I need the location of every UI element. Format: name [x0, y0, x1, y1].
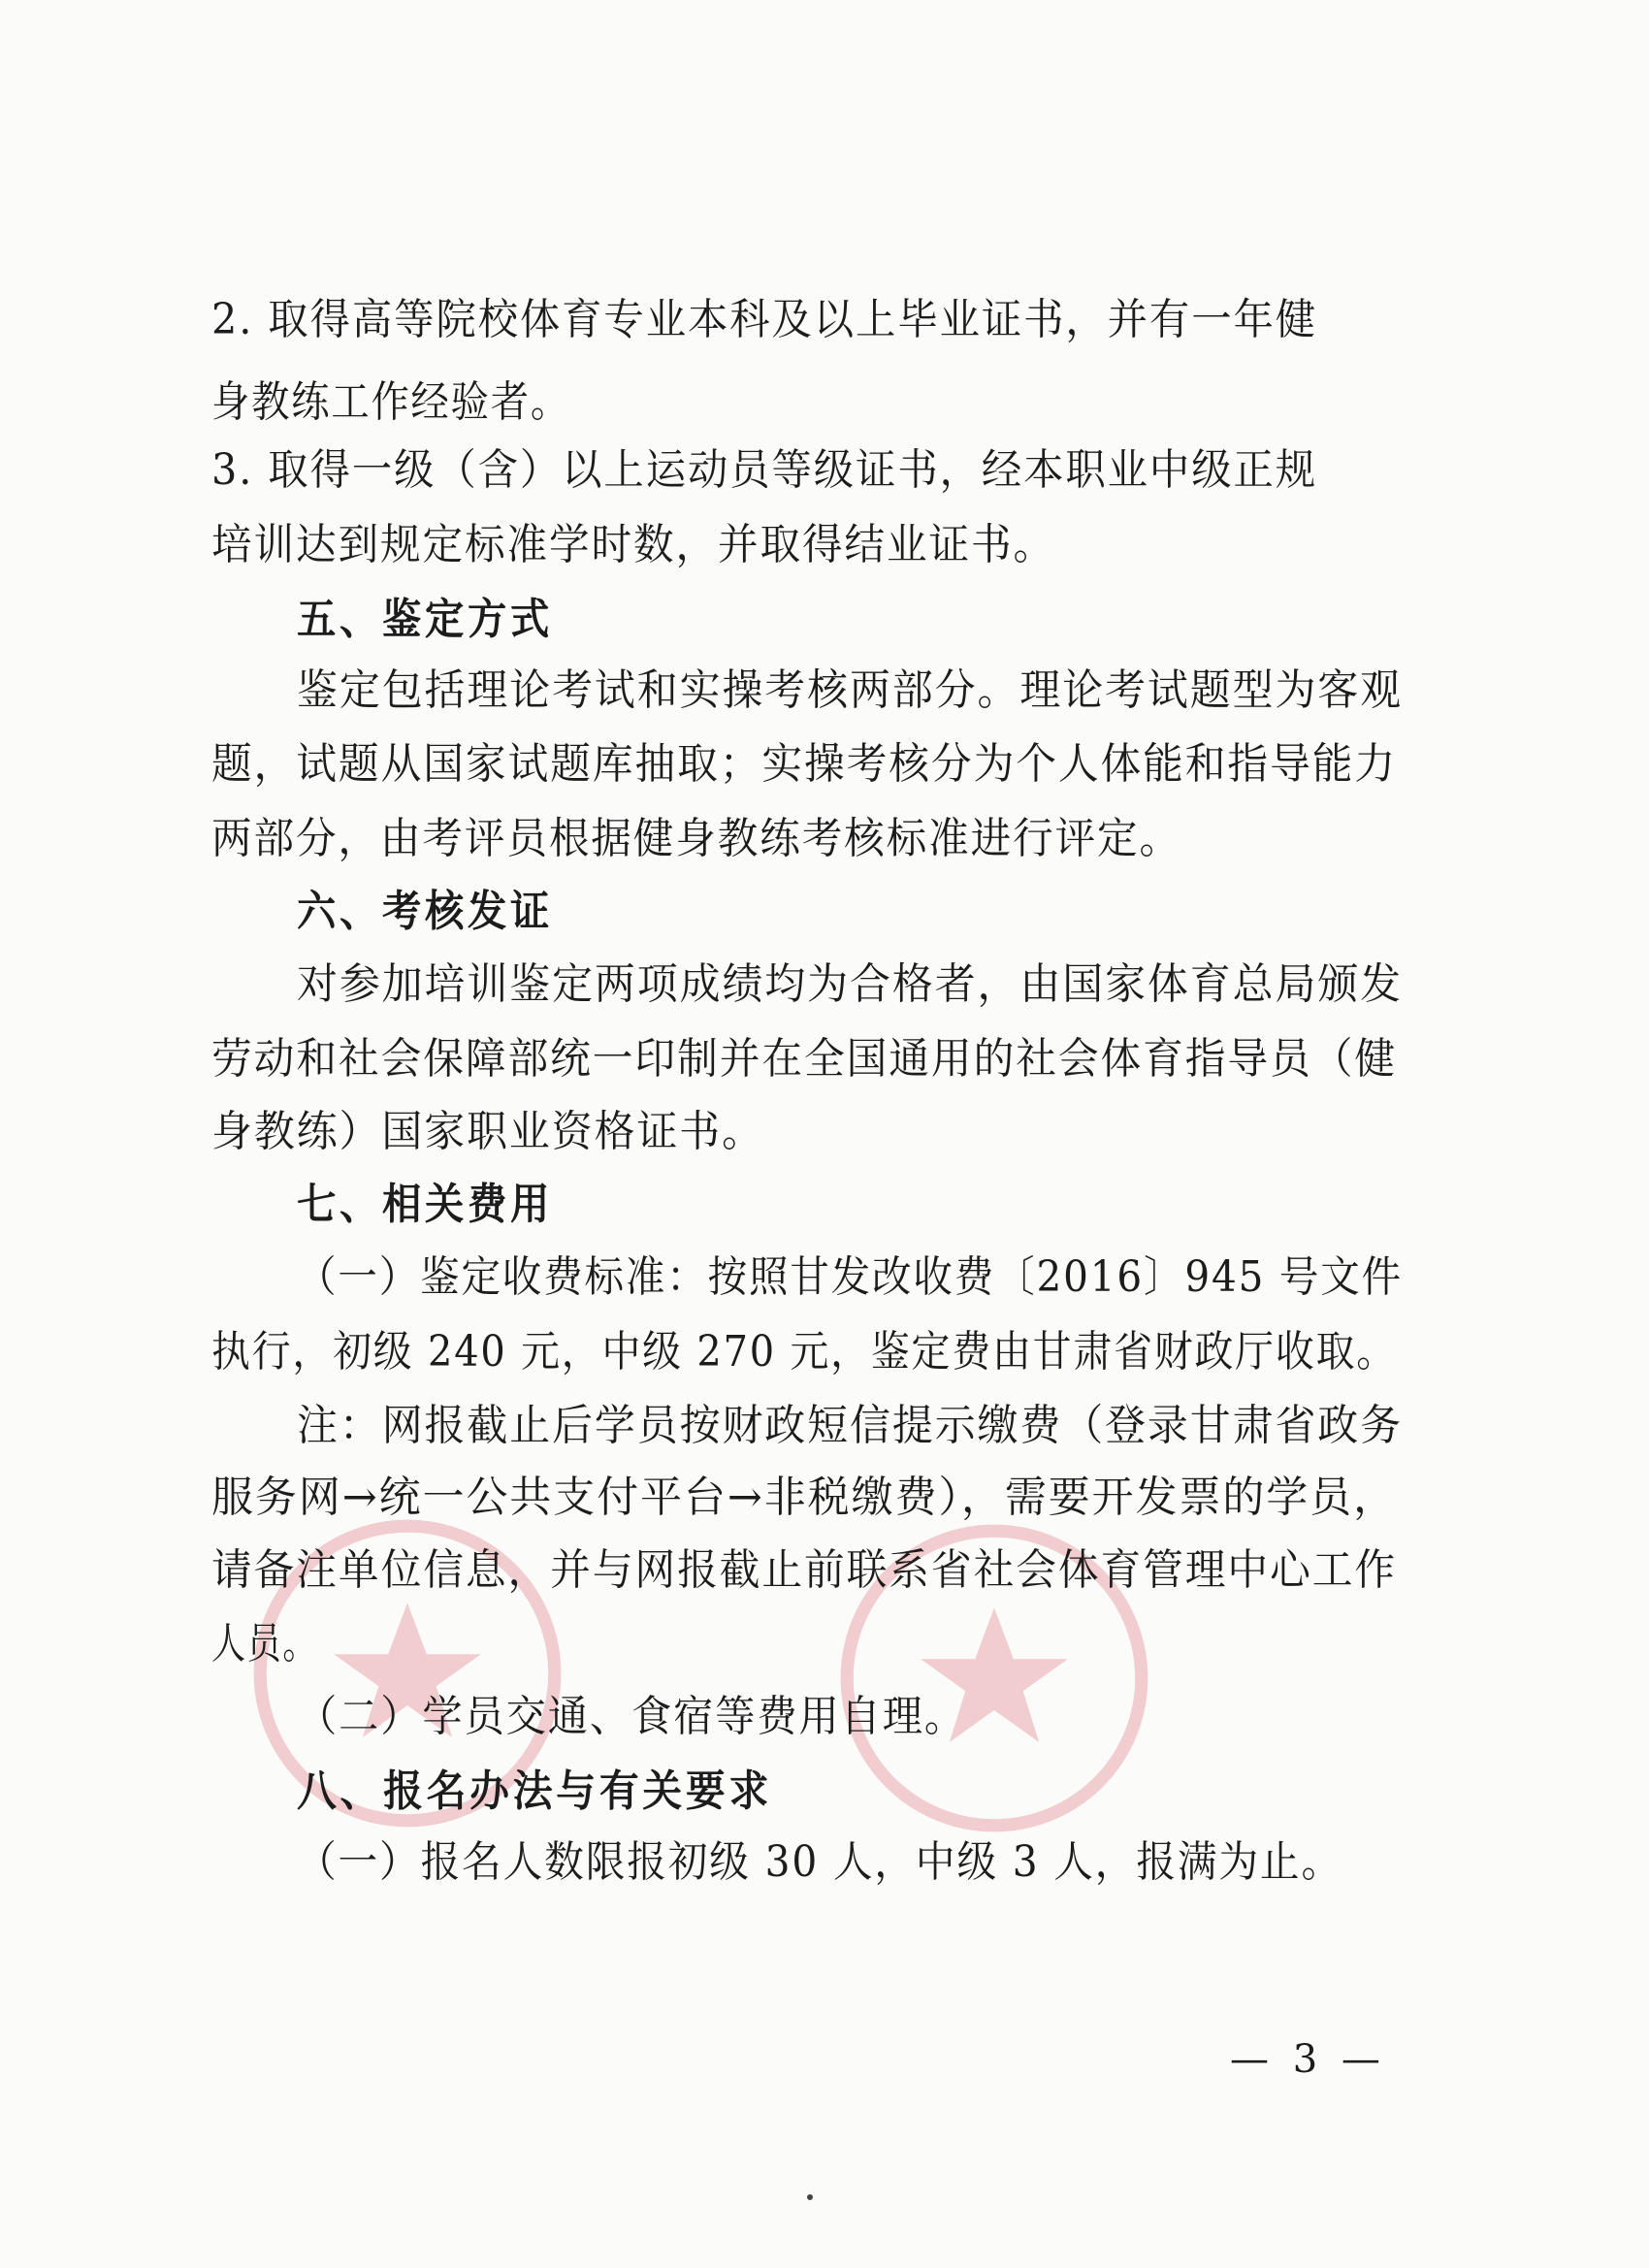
text-line: （二）学员交通、食宿等费用自理。	[297, 1692, 966, 1741]
text-line: 注：网报截止后学员按财政短信提示缴费（登录甘肃省政务	[297, 1401, 1403, 1450]
text-line: 培训达到规定标准学时数，并取得结业证书。	[211, 520, 1055, 569]
text-line: 劳动和社会保障部统一印制并在全国通用的社会体育指导员（健	[211, 1034, 1397, 1084]
text-line: 身教练工作经验者。	[211, 377, 570, 427]
text-line: （一）鉴定收费标准：按照甘发改收费〔2016〕945 号文件	[297, 1252, 1403, 1302]
text-line: 对参加培训鉴定两项成绩均为合格者，由国家体育总局颁发	[297, 959, 1403, 1009]
text-line: 执行，初级 240 元，中级 270 元，鉴定费由甘肃省财政厅收取。	[211, 1327, 1397, 1377]
scan-speck	[807, 2194, 813, 2200]
text-line: 两部分，由考评员根据健身教练考核标准进行评定。	[211, 814, 1181, 863]
page-number: — 3 —	[1230, 2037, 1386, 2082]
text-line: 鉴定包括理论考试和实操考核两部分。理论考试题型为客观	[297, 665, 1403, 715]
section-heading-7: 七、相关费用	[297, 1180, 553, 1229]
text-line: 身教练）国家职业资格证书。	[211, 1107, 764, 1156]
section-heading-8: 八、报名办法与有关要求	[297, 1766, 772, 1816]
text-line: （一）报名人数限报初级 30 人，中级 3 人，报满为止。	[297, 1837, 1342, 1887]
text-line: 题，试题从国家试题库抽取；实操考核分为个人体能和指导能力	[211, 739, 1397, 789]
section-heading-6: 六、考核发证	[297, 887, 553, 936]
text-line: 请备注单位信息，并与网报截止前联系省社会体育管理中心工作	[211, 1545, 1397, 1595]
text-line: 3. 取得一级（含）以上运动员等级证书，经本职业中级正规	[211, 445, 1317, 495]
text-line: 2. 取得高等院校体育专业本科及以上毕业证书，并有一年健	[211, 295, 1317, 344]
section-heading-5: 五、鉴定方式	[297, 595, 553, 644]
text-line: 人员。	[211, 1619, 318, 1669]
text-line: 服务网→统一公共支付平台→非税缴费），需要开发票的学员，	[211, 1473, 1397, 1522]
